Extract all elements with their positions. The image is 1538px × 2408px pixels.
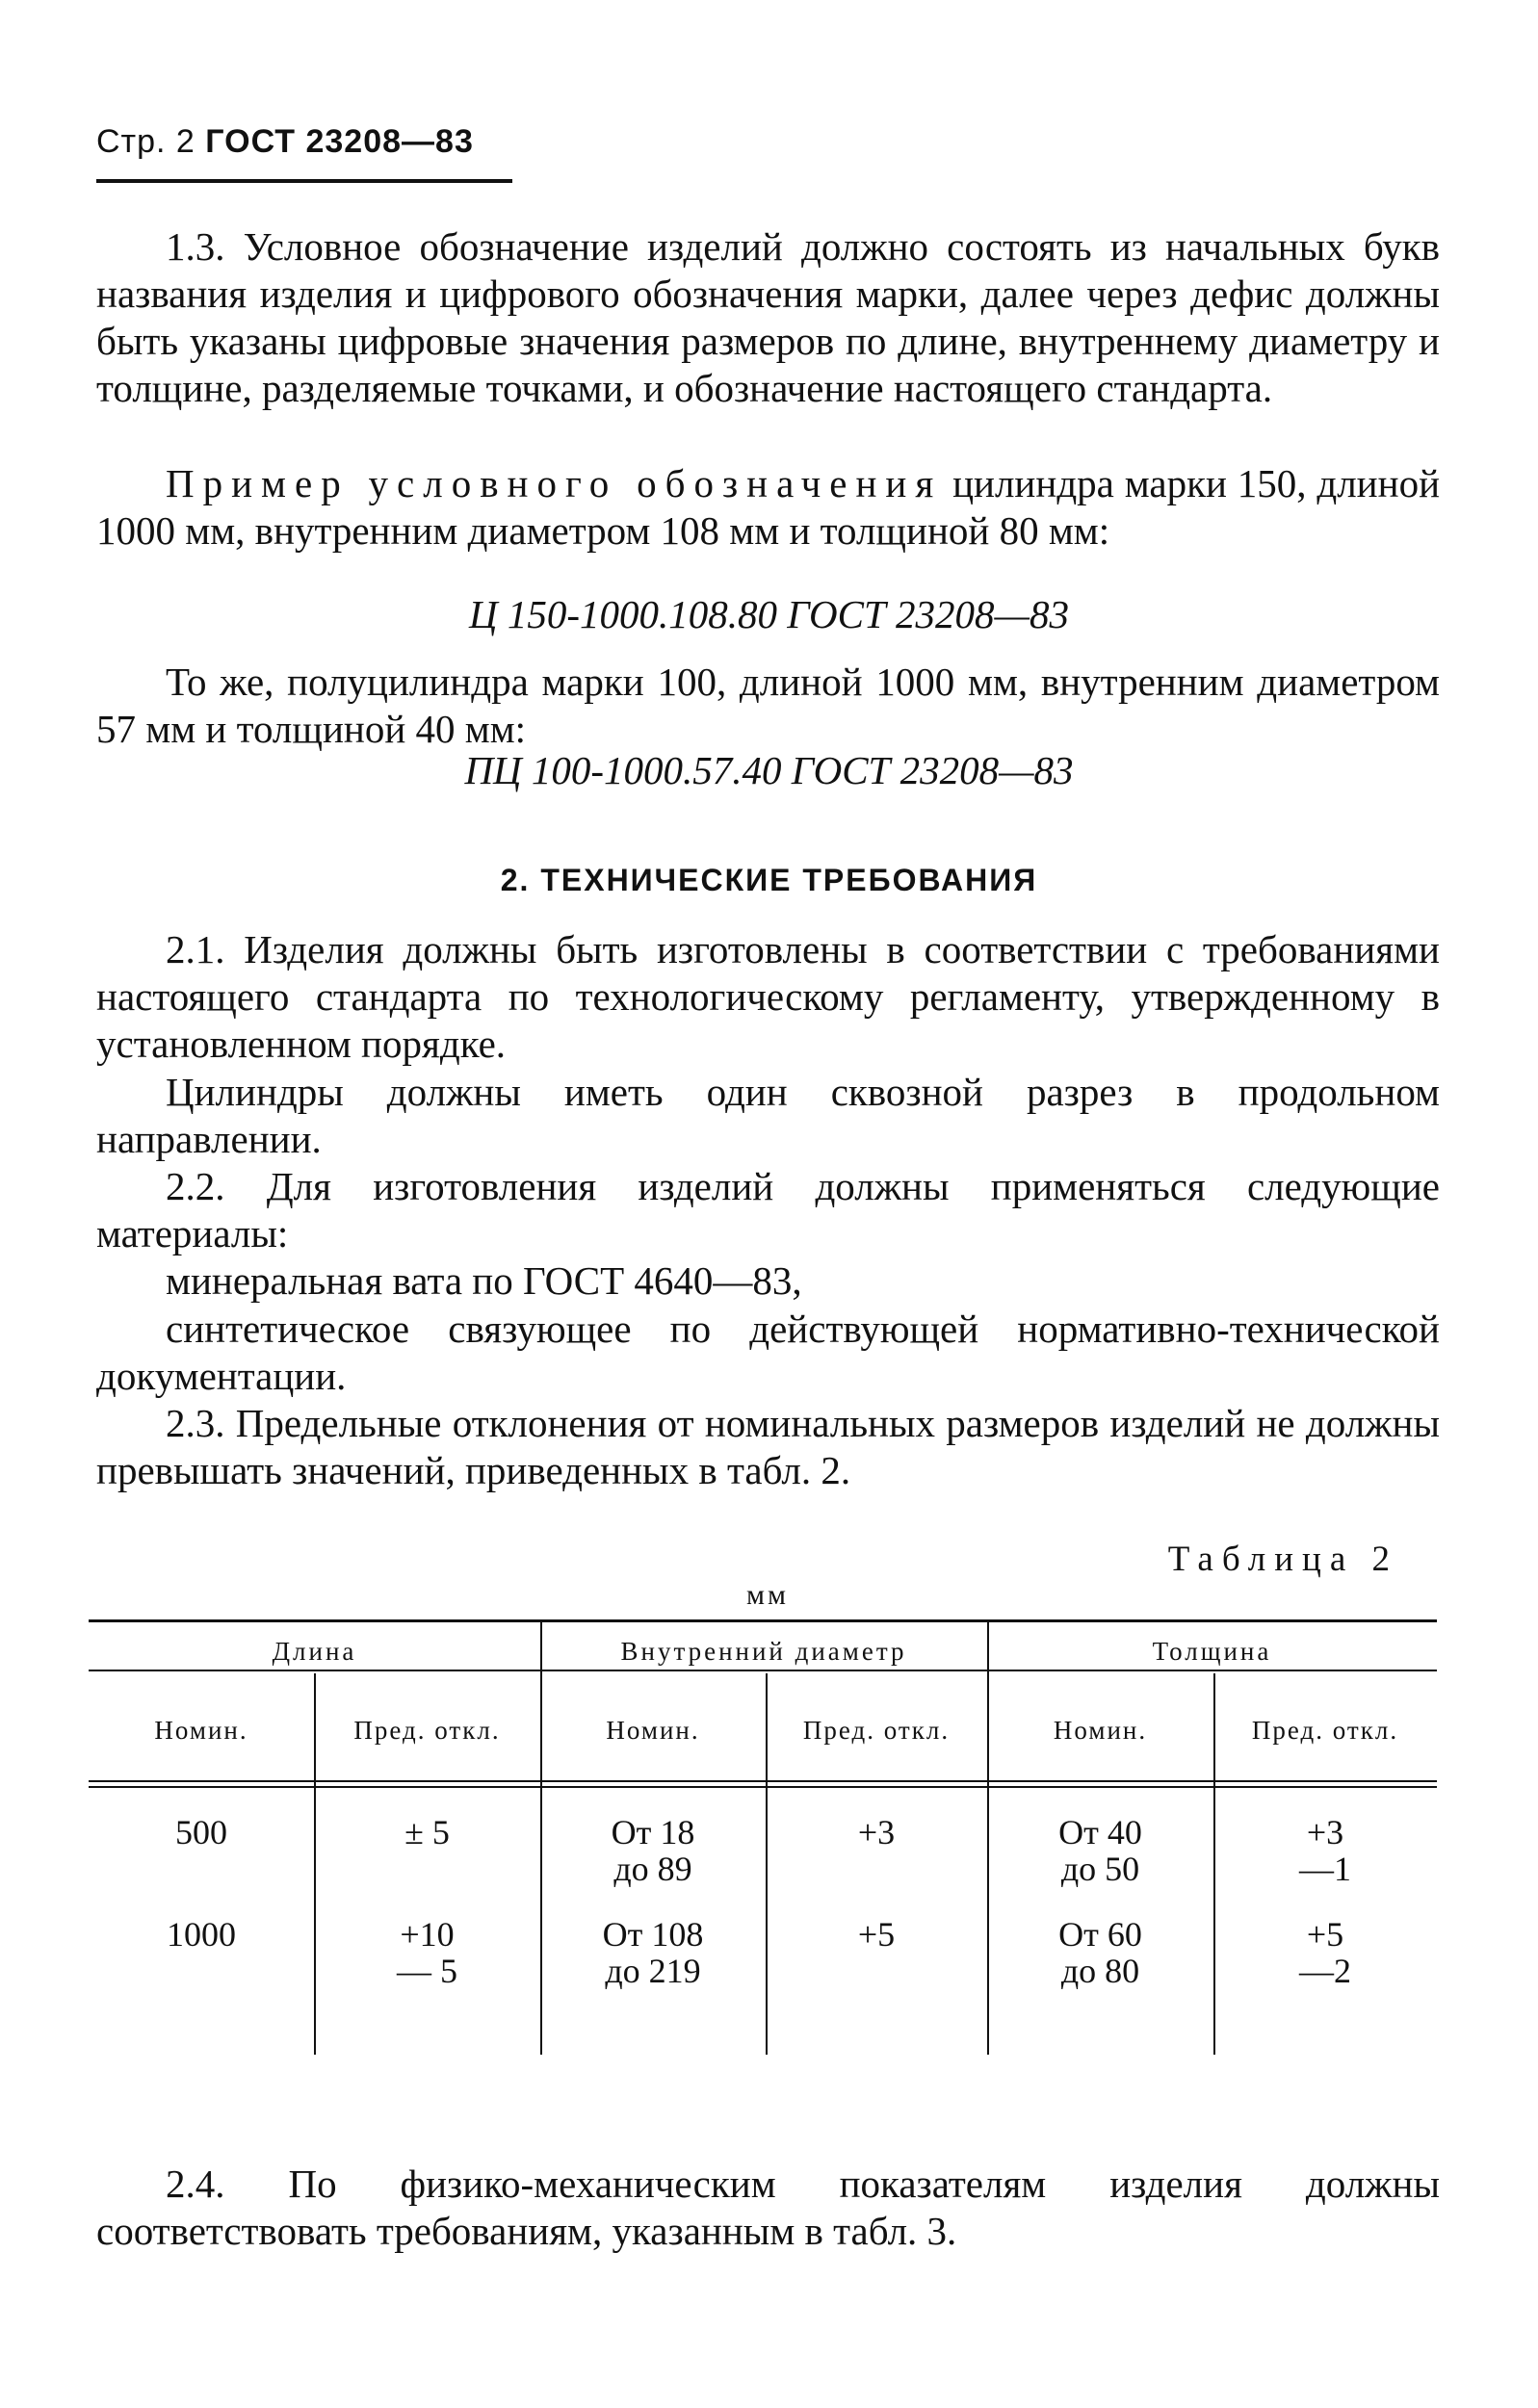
header-inner-diameter: Внутренний диаметр [620,1637,907,1666]
subheader-deviation: Пред. откл. [802,1716,951,1745]
subheader-nominal: Номин. [606,1716,700,1745]
table-cell: +3 [857,1813,896,1851]
section-title: 2. ТЕХНИЧЕСКИЕ ТРЕБОВАНИЯ [500,863,1038,897]
table-cell: до 89 [613,1850,692,1888]
paragraph-1-3: 1.3. Условное обозначение изделий должно состоять из начальных букв названия изделия и цифрового обозначения марки, далее через дефис должны быть указаны цифровые значения размеров по длине, внутреннему диаметру и толщине, разделяемые точками, и обозначение настоящего стандарта. [96,224,1440,410]
subheader-deviation: Пред. откл. [1251,1716,1399,1745]
example-text: цилиндра марки 150, длиной 1000 мм, внутренним диаметром 108 мм и толщиной 80 мм: [96,461,1441,553]
table-cell: 500 [175,1813,227,1851]
table-body-rule-2 [89,1786,1437,1788]
table-cell: ± 5 [404,1813,450,1851]
header-thickness: Толщина [1152,1637,1272,1666]
table-header-rule [89,1670,1437,1671]
table-cell: —1 [1299,1850,1351,1888]
paragraph-2-1: 2.1. Изделия должны быть изготовлены в соответствии с требованиями настоящего стандарта по технологическому регламенту, утвержденному в установленном порядке. [96,927,1440,1066]
material-item-1: минеральная вата по ГОСТ 4640—83, [166,1258,802,1303]
table-cell: От 40 [1058,1813,1142,1851]
header-length: Длина [272,1637,357,1666]
table-top-rule [89,1619,1437,1622]
table-cell: +5 [857,1915,896,1954]
table-cell: +10 [400,1915,455,1954]
example-paragraph [96,460,1440,555]
table-cell: 1000 [167,1915,236,1954]
table-cell: От 108 [602,1915,704,1954]
example-heading: Пример условного обозначения [166,461,943,505]
table-cell: до 50 [1060,1850,1140,1888]
material-item-2: синтетическое связующее по действующей нормативно-технической документации. [96,1307,1440,1398]
subheader-nominal: Номин. [154,1716,248,1745]
standard-code: ГОСТ 23208—83 [205,123,474,160]
subheader-nominal: Номин. [1053,1716,1148,1745]
table-cell: до 80 [1060,1952,1140,1990]
subheader-deviation: Пред. откл. [353,1716,501,1745]
example-designation: Ц 150-1000.108.80 ГОСТ 23208—83 [468,592,1069,636]
table-body-rule-1 [89,1780,1437,1782]
table-cell: до 219 [605,1952,701,1990]
table-cell: — 5 [397,1952,457,1990]
table-cell: +3 [1306,1813,1344,1851]
half-cylinder-paragraph: То же, полуцилиндра марки 100, длиной 1000 мм, внутренним диаметром 57 мм и толщиной 40 мм: [96,660,1440,751]
half-cylinder-designation: ПЦ 100-1000.57.40 ГОСТ 23208—83 [464,748,1074,792]
table-units: мм [746,1579,789,1611]
paragraph-cylinders: Цилиндры должны иметь один сквозной разрез в продольном направлении. [96,1070,1440,1161]
table-cell: От 60 [1058,1915,1142,1954]
page-header [96,123,474,161]
paragraph-2-3: 2.3. Предельные отклонения от номинальных размеров изделий не должны превышать значений, приведенных в табл. 2. [96,1401,1440,1492]
paragraph-2-4: 2.4. По физико-механическим показателям изделия должны соответствовать требованиям, указанным в табл. 3. [96,2162,1440,2253]
header-rule [96,179,512,183]
table-cell: —2 [1299,1952,1351,1990]
page-number: Стр. 2 [96,123,196,160]
paragraph-2-2: 2.2. Для изготовления изделий должны применяться следующие материалы: [96,1164,1440,1256]
table-cell: От 18 [611,1813,695,1851]
table-caption: Таблица 2 [1167,1540,1398,1579]
table-cell: +5 [1306,1915,1344,1954]
